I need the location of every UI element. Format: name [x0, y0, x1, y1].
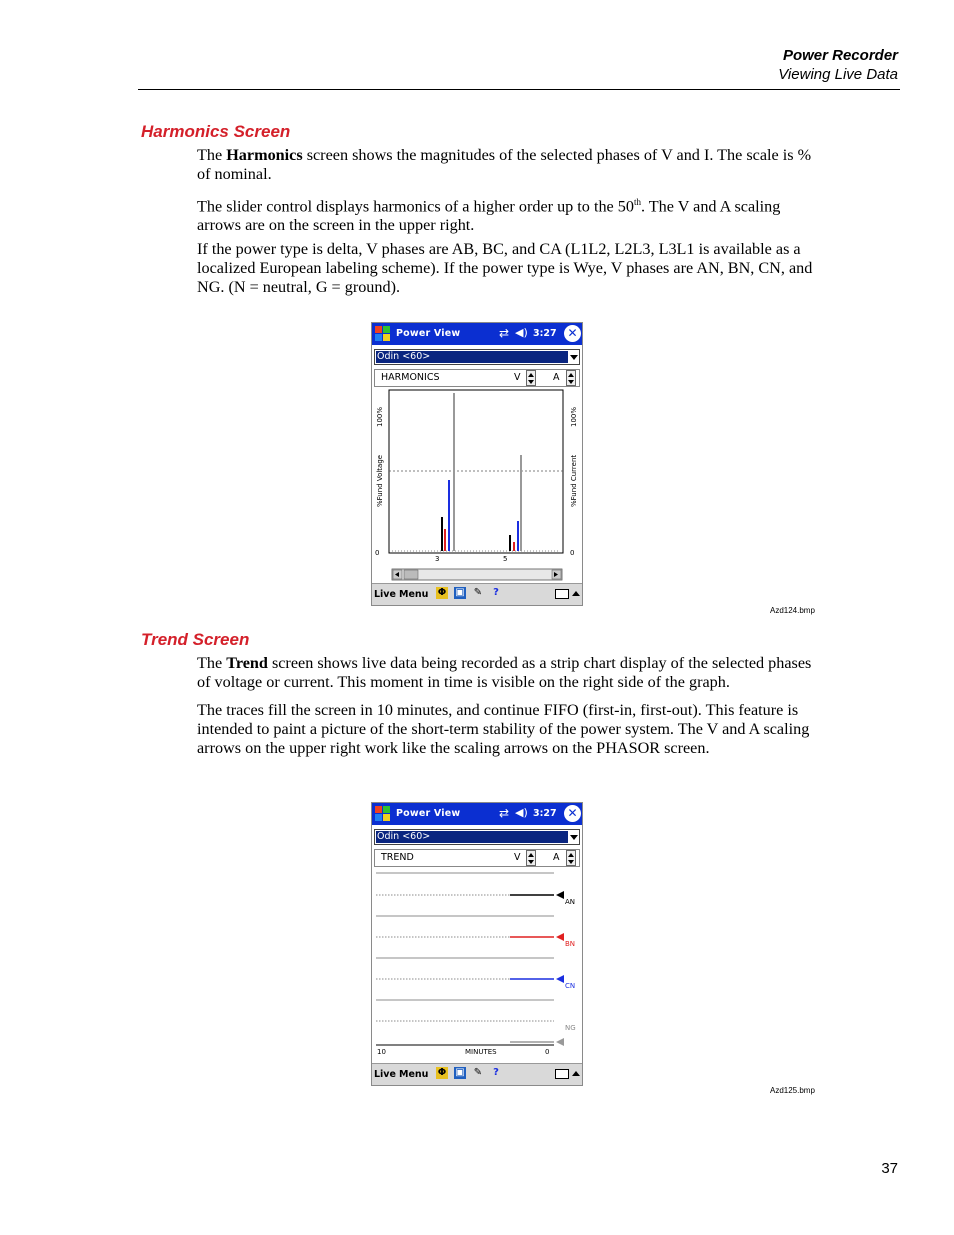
- menu-live[interactable]: Live: [374, 589, 396, 600]
- close-icon[interactable]: ✕: [564, 325, 581, 342]
- clock[interactable]: 3:27: [533, 808, 557, 819]
- a-scale-arrows[interactable]: [566, 370, 576, 386]
- v-scale-label: V: [514, 372, 521, 383]
- speaker-icon[interactable]: ◀): [515, 806, 528, 819]
- v-scale-label: V: [514, 852, 521, 863]
- windows-start-icon[interactable]: [375, 326, 391, 342]
- harmonics-screenshot: [371, 322, 583, 606]
- harmonics-paragraph-3: If the power type is delta, V phases are AB, BC, and CA (L1L2, L2L3, L3L1 is available as a localized European labeling scheme). If the power type is Wye, V phases are AN, BN, CN, and NG. (N = neutral, G = ground).: [197, 240, 813, 296]
- a-scale-arrows[interactable]: [566, 850, 576, 866]
- input-menu-up-icon[interactable]: [572, 1071, 580, 1076]
- menu-bar: [372, 1063, 582, 1086]
- device-select[interactable]: Odin <60>: [374, 829, 580, 845]
- clock[interactable]: 3:27: [533, 328, 557, 339]
- right-axis-label: %Fund Current: [570, 454, 578, 507]
- menu-live[interactable]: Live: [374, 1069, 396, 1080]
- app-title: Power View: [396, 328, 461, 339]
- recorder-icon[interactable]: ▣: [455, 587, 465, 598]
- harmonic-bar: [441, 517, 443, 551]
- help-icon[interactable]: ?: [493, 587, 499, 598]
- harmonics-paragraph-1: The Harmonics screen shows the magnitudes of the selected phases of V and I. The scale is % of nominal.: [197, 146, 812, 183]
- harmonic-bar: [509, 535, 511, 551]
- harmonic-bar: [453, 393, 455, 551]
- input-menu-up-icon[interactable]: [572, 591, 580, 596]
- page-number: 37: [881, 1160, 898, 1177]
- left-axis-top: 100%: [376, 406, 384, 427]
- running-header-title: Power Recorder: [782, 47, 898, 64]
- app-title: Power View: [396, 808, 461, 819]
- recorder-icon[interactable]: ▣: [455, 1067, 465, 1078]
- x-axis-left: 10: [377, 1048, 386, 1056]
- running-header-subtitle: Viewing Live Data: [778, 66, 898, 83]
- harmonics-plot: [372, 387, 582, 583]
- harmonic-bar: [513, 542, 515, 551]
- phasor-icon[interactable]: Φ: [437, 1067, 447, 1078]
- phase-label-an: AN: [565, 898, 576, 906]
- x-axis-label: MINUTES: [465, 1048, 497, 1056]
- harmonic-bar: [444, 529, 446, 551]
- marker-ng-icon[interactable]: [556, 1038, 564, 1046]
- menu-menu[interactable]: Menu: [399, 1069, 429, 1080]
- v-scale-arrows[interactable]: [526, 850, 536, 866]
- harmonics-heading: Harmonics Screen: [141, 122, 291, 141]
- menu-menu[interactable]: Menu: [399, 589, 429, 600]
- marker-cn-icon[interactable]: [556, 975, 564, 983]
- header-rule: [138, 89, 900, 90]
- mode-bar: [374, 849, 580, 867]
- trend-caption: Azd125.bmp: [770, 1086, 815, 1095]
- speaker-icon[interactable]: ◀): [515, 326, 528, 339]
- menu-bar: [372, 583, 582, 606]
- phase-label-ng: NG: [565, 1024, 576, 1032]
- right-axis-zero: 0: [570, 549, 575, 557]
- x-axis-right: 0: [545, 1048, 550, 1056]
- left-axis-zero: 0: [375, 549, 380, 557]
- trend-plot: [372, 867, 582, 1063]
- harmonic-bar: [520, 455, 522, 551]
- harmonics-caption: Azd124.bmp: [770, 606, 815, 615]
- phasor-icon[interactable]: Φ: [437, 587, 447, 598]
- device-select[interactable]: Odin <60>: [374, 349, 580, 365]
- harmonic-bar: [448, 480, 450, 551]
- mode-label: HARMONICS: [381, 372, 440, 383]
- harmonics-paragraph-2: The slider control displays harmonics of a higher order up to the 50th. The V and A scaling arrows are on the screen in the upper right.: [197, 197, 781, 235]
- right-axis-top: 100%: [570, 406, 578, 427]
- sync-icon[interactable]: ⇄: [499, 806, 510, 820]
- mode-label: TREND: [381, 852, 414, 863]
- help-icon[interactable]: ?: [493, 1067, 499, 1078]
- chevron-down-icon: [570, 835, 578, 840]
- keyboard-icon[interactable]: [555, 1069, 569, 1079]
- left-axis-label: %Fund Voltage: [376, 454, 384, 507]
- harmonic-bar: [517, 521, 519, 551]
- harmonic-tick-5: 5: [503, 555, 508, 563]
- tools-icon[interactable]: ✎: [473, 1067, 483, 1078]
- chevron-down-icon: [570, 355, 578, 360]
- close-icon[interactable]: ✕: [564, 805, 581, 822]
- trend-paragraph-1: The Trend screen shows live data being recorded as a strip chart display of the selected phases of voltage or current. This moment in time is visible on the right side of the graph.: [197, 654, 812, 691]
- trend-heading: Trend Screen: [141, 630, 250, 649]
- windows-start-icon[interactable]: [375, 806, 391, 822]
- harmonic-slider[interactable]: [392, 569, 562, 580]
- phase-label-bn: BN: [565, 940, 576, 948]
- trend-paragraph-2: The traces fill the screen in 10 minutes, and continue FIFO (first-in, first-out). This feature is intended to paint a picture of the short-term stability of the power system. The V and A scaling arrows on the upper right work like the scaling arrows on the PHASOR screen.: [197, 701, 810, 757]
- trend-screenshot: [371, 802, 583, 1086]
- sync-icon[interactable]: ⇄: [499, 326, 510, 340]
- phase-label-cn: CN: [565, 982, 576, 990]
- marker-an-icon[interactable]: [556, 891, 564, 899]
- a-scale-label: A: [553, 852, 560, 863]
- title-bar: [372, 803, 582, 825]
- tools-icon[interactable]: ✎: [473, 587, 483, 598]
- keyboard-icon[interactable]: [555, 589, 569, 599]
- title-bar: [372, 323, 582, 345]
- mode-bar: [374, 369, 580, 387]
- a-scale-label: A: [553, 372, 560, 383]
- harmonic-tick-3: 3: [435, 555, 440, 563]
- marker-bn-icon[interactable]: [556, 933, 564, 941]
- v-scale-arrows[interactable]: [526, 370, 536, 386]
